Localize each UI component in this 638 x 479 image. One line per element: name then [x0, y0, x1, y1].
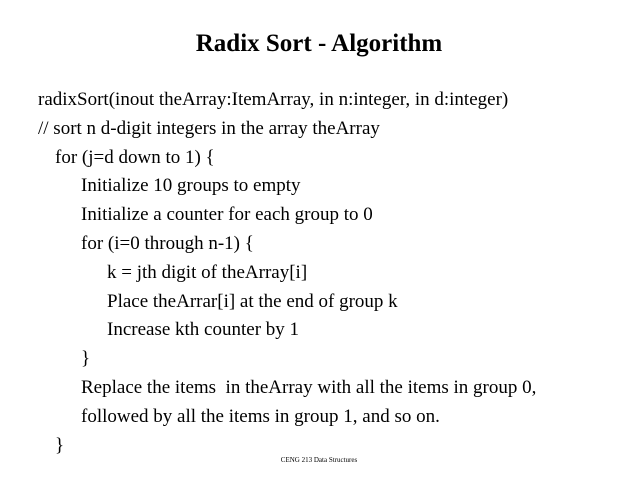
code-line: Increase kth counter by 1	[107, 319, 300, 341]
code-line: // sort n d-digit integers in the array theArray	[38, 117, 380, 139]
code-line: Replace the items in theArray with all the items in group 0,	[81, 376, 537, 398]
slide-title: Radix Sort - Algorithm	[195, 30, 443, 57]
code-line: Initialize 10 groups to empty	[81, 175, 301, 197]
slide-footer: CENG 213 Data Structures	[280, 456, 358, 464]
code-line: for (i=0 through n-1) {	[81, 232, 254, 254]
code-line: radixSort(inout theArray:ItemArray, in n:integer, in d:integer)	[38, 89, 509, 110]
code-line: }	[55, 434, 65, 456]
code-line: Initialize a counter for each group to 0	[81, 204, 373, 226]
code-line: }	[81, 348, 91, 370]
pseudocode-block	[38, 86, 628, 460]
code-line: Place theArrar[i] at the end of group k	[107, 290, 398, 312]
code-line: k = jth digit of theArray[i]	[107, 261, 308, 283]
code-line: for (j=d down to 1) {	[55, 146, 215, 168]
code-line: followed by all the items in group 1, and so on.	[81, 405, 440, 427]
